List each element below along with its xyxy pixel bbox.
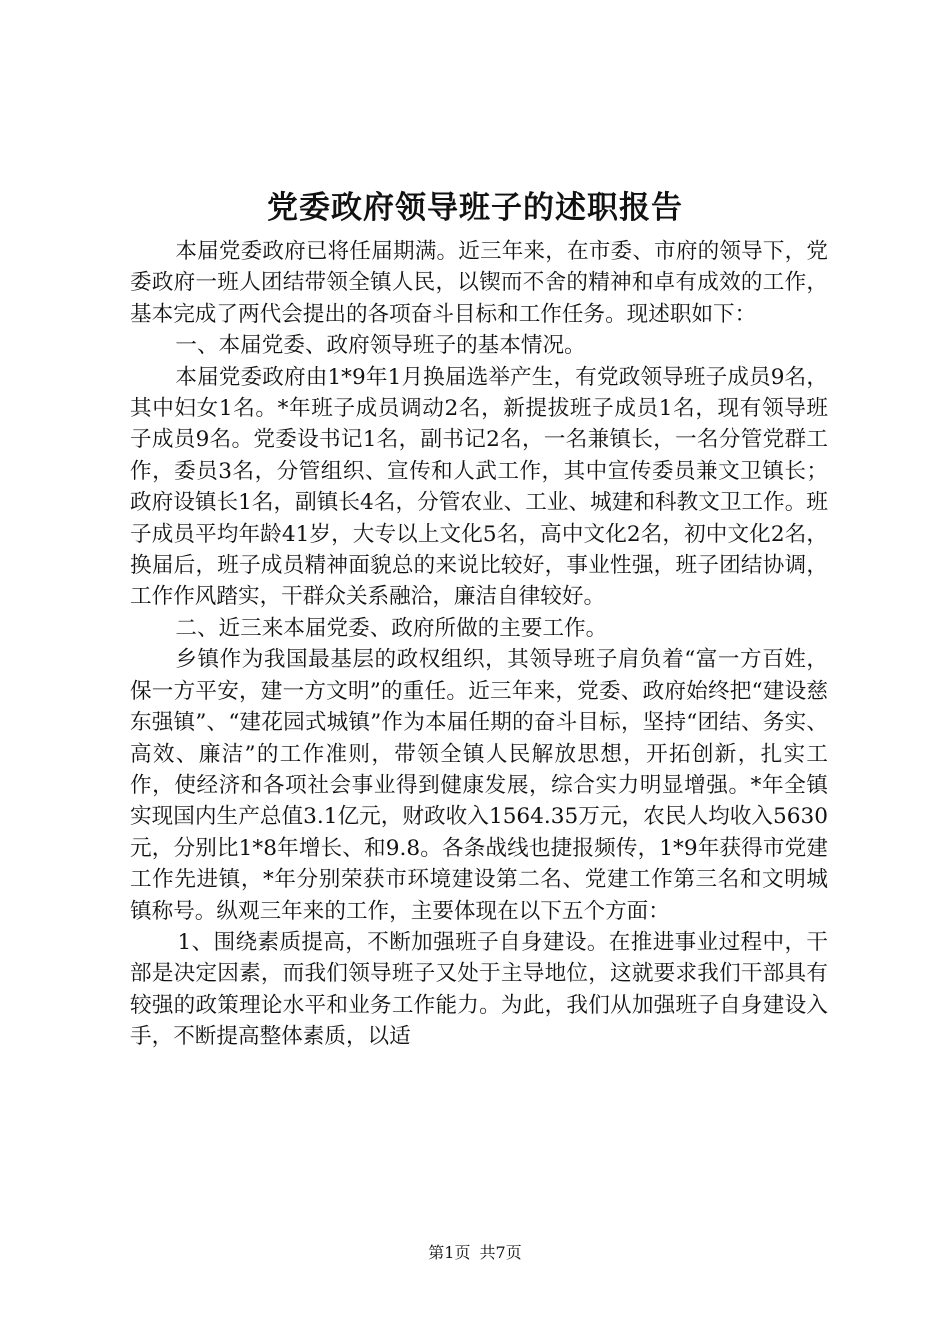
paragraph-main-work: 乡镇作为我国最基层的政权组织，其领导班子肩负着“富一方百姓，保一方平安，建一方文明”的重任。近三年来，党委、政府始终把“建设慈东强镇”、“建花园式城镇”作为本届任期的奋斗目标，坚持“团结、务实、高效、廉洁”的工作准则，带领全镇人民解放思想，开拓创新，扎实工作，使经济和各项社会事业得到健康发展，综合实力明显增强。*年全镇实现国内生产总值3.1亿元，财政收入1564.35万元，农民人均收入5630元，分别比1*8年增长、和9.8。各条战线也捷报频传，1*9年获得市党建工作先进镇，*年分别荣获市环境建设第二名、党建工作第三名和文明城镇称号。纵观三年来的工作，主要体现在以下五个方面： [130, 647, 828, 924]
page-number: 第1页 [428, 1243, 471, 1262]
page-total: 共7页 [479, 1243, 522, 1262]
paragraph-item-1: 1、围绕素质提高，不断加强班子自身建设。在推进事业过程中，干部是决定因素，而我们领导班子又处于主导地位，这就要求我们干部具有较强的政策理论水平和业务工作能力。为此，我们从加强班子自身建设入手，不断提高整体素质，以适 [130, 929, 828, 1050]
paragraph-intro: 本届党委政府已将任届期满。近三年来，在市委、市府的领导下，党委政府一班人团结带领全镇人民，以锲而不舍的精神和卓有成效的工作，基本完成了两代会提出的各项奋斗目标和工作任务。现述职如下： [130, 239, 828, 327]
page-footer [0, 1242, 950, 1264]
paragraph-basic-situation: 本届党委政府由1*9年1月换届选举产生，有党政领导班子成员9名，其中妇女1名。*年班子成员调动2名，新提拔班子成员1名，现有领导班子成员9名。党委设书记1名，副书记2名，一名兼镇长，一名分管党群工作，委员3名，分管组织、宣传和人武工作，其中宣传委员兼文卫镇长；政府设镇长1名，副镇长4名，分管农业、工业、城建和科教文卫工作。班子成员平均年龄41岁，大专以上文化5名，高中文化2名，初中文化2名，换届后，班子成员精神面貌总的来说比较好，事业性强，班子团结协调，工作作风踏实，干群众关系融洽，廉洁自律较好。 [130, 364, 828, 610]
document-body [130, 236, 828, 1053]
section-heading-1: 一、本届党委、政府领导班子的基本情况。 [175, 333, 586, 359]
document-title: 党委政府领导班子的述职报告 [267, 190, 683, 226]
section-heading-2: 二、近三来本届党委、政府所做的主要工作。 [175, 615, 608, 641]
